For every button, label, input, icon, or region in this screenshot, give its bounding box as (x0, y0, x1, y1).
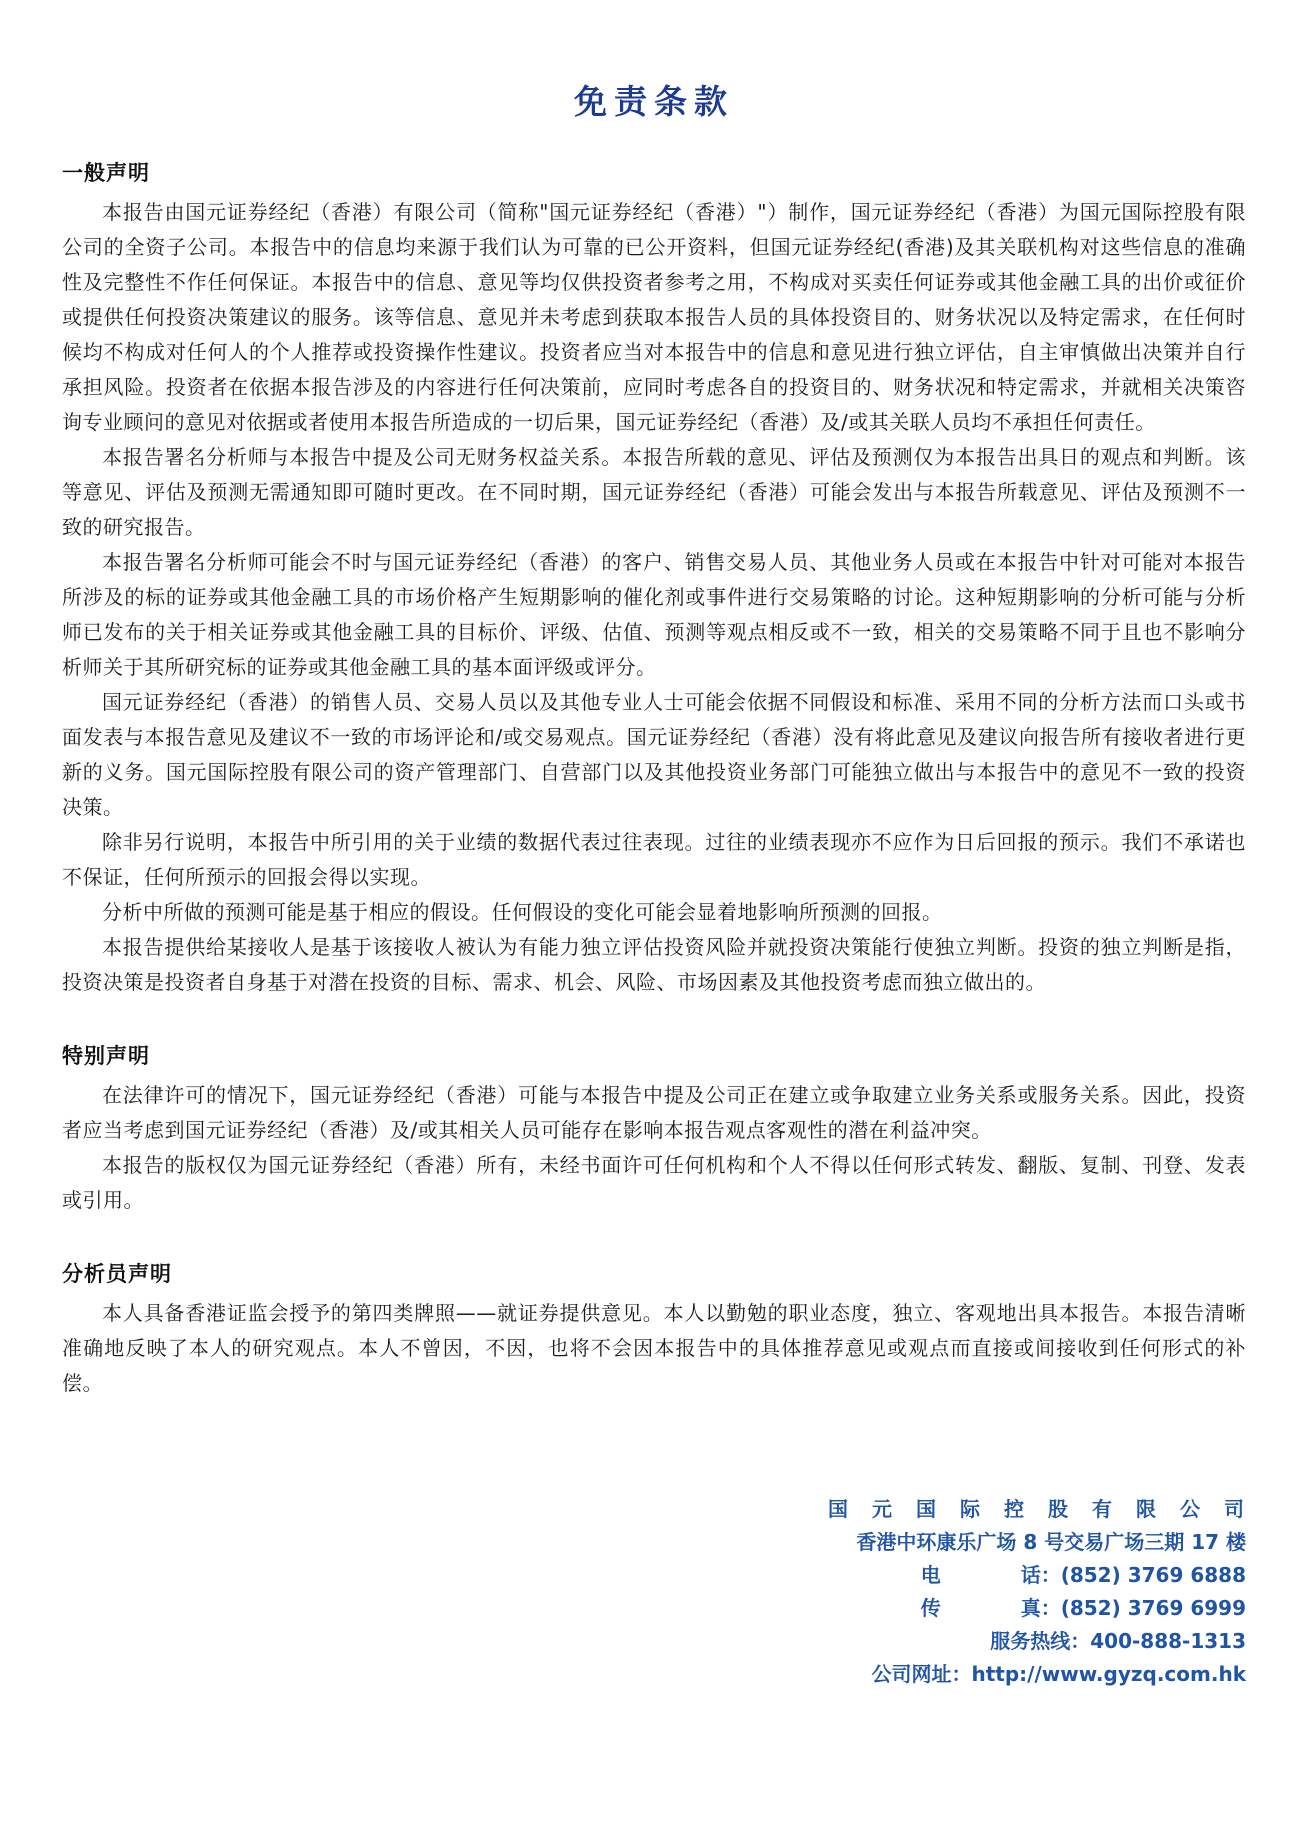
section-special-statement (62, 1040, 1246, 1218)
special-paragraph-1: 在法律许可的情况下，国元证券经纪（香港）可能与本报告中提及公司正在建立或争取建立业务关系或服务关系。因此，投资者应当考虑到国元证券经纪（香港）及/或其相关人员可能存在影响本报告观点客观性的潜在利益冲突。 (62, 1083, 1246, 1142)
page-title: 免责条款 (574, 82, 734, 121)
company-name: 国 元 国 际 控 股 有 限 公 司 (828, 1497, 1246, 1521)
section-general-statement (62, 157, 1246, 1000)
section-analyst-statement (62, 1258, 1246, 1401)
company-fax: 传 真：(852) 3769 6999 (920, 1596, 1246, 1620)
general-statement-heading: 一般声明 (62, 161, 150, 185)
special-statement-heading: 特别声明 (62, 1044, 150, 1068)
general-paragraph-4: 国元证券经纪（香港）的销售人员、交易人员以及其他专业人士可能会依据不同假设和标准、采用不同的分析方法而口头或书面发表与本报告意见及建议不一致的市场评论和/或交易观点。国元证券经纪（香港）没有将此意见及建议向报告所有接收者进行更新的义务。国元国际控股有限公司的资产管理部门、自营部门以及其他投资业务部门可能独立做出与本报告中的意见不一致的投资决策。 (62, 690, 1246, 819)
company-address: 香港中环康乐广场 8 号交易广场三期 17 楼 (856, 1530, 1246, 1554)
general-paragraph-2: 本报告署名分析师与本报告中提及公司无财务权益关系。本报告所载的意见、评估及预测仅为本报告出具日的观点和判断。该等意见、评估及预测无需通知即可随时更改。在不同时期，国元证券经纪（香港）可能会发出与本报告所载意见、评估及预测不一致的研究报告。 (62, 445, 1246, 539)
company-phone: 电 话：(852) 3769 6888 (920, 1563, 1246, 1587)
general-paragraph-6: 分析中所做的预测可能是基于相应的假设。任何假设的变化可能会显着地影响所预测的回报。 (102, 900, 943, 924)
general-paragraph-7: 本报告提供给某接收人是基于该接收人被认为有能力独立评估投资风险并就投资决策能行使独立判断。投资的独立判断是指，投资决策是投资者自身基于对潜在投资的目标、需求、机会、风险、市场因素及其他投资考虑而独立做出的。 (62, 935, 1246, 994)
company-website: 公司网址：http://www.gyzq.com.hk (871, 1662, 1246, 1686)
general-paragraph-5: 除非另行说明，本报告中所引用的关于业绩的数据代表过往表现。过往的业绩表现亦不应作为日后回报的预示。我们不承诺也不保证，任何所预示的回报会得以实现。 (62, 830, 1246, 889)
special-paragraph-2: 本报告的版权仅为国元证券经纪（香港）所有，未经书面许可任何机构和个人不得以任何形式转发、翻版、复制、刊登、发表或引用。 (62, 1153, 1246, 1212)
company-contact-block (62, 1493, 1246, 1691)
service-hotline: 服务热线：400-888-1313 (990, 1629, 1246, 1653)
general-paragraph-1: 本报告由国元证券经纪（香港）有限公司（简称"国元证券经纪（香港）"）制作，国元证券经纪（香港）为国元国际控股有限公司的全资子公司。本报告中的信息均来源于我们认为可靠的已公开资料，但国元证券经纪(香港)及其关联机构对这些信息的准确性及完整性不作任何保证。本报告中的信息、意见等均仅供投资者参考之用，不构成对买卖任何证券或其他金融工具的出价或征价或提供任何投资决策建议的服务。该等信息、意见并未考虑到获取本报告人员的具体投资目的、财务状况以及特定需求，在任何时候均不构成对任何人的个人推荐或投资操作性建议。投资者应当对本报告中的信息和意见进行独立评估，自主审慎做出决策并自行承担风险。投资者在依据本报告涉及的内容进行任何决策前，应同时考虑各自的投资目的、财务状况和特定需求，并就相关决策咨询专业顾问的意见对依据或者使用本报告所造成的一切后果，国元证券经纪（香港）及/或其关联人员均不承担任何责任。 (62, 200, 1246, 434)
analyst-statement-heading: 分析员声明 (62, 1262, 172, 1286)
analyst-paragraph-1: 本人具备香港证监会授予的第四类牌照——就证券提供意见。本人以勤勉的职业态度，独立、客观地出具本报告。本报告清晰准确地反映了本人的研究观点。本人不曾因，不因，也将不会因本报告中的具体推荐意见或观点而直接或间接收到任何形式的补偿。 (62, 1301, 1246, 1395)
general-paragraph-3: 本报告署名分析师可能会不时与国元证券经纪（香港）的客户、销售交易人员、其他业务人员或在本报告中针对可能对本报告所涉及的标的证券或其他金融工具的市场价格产生短期影响的催化剂或事件进行交易策略的讨论。这种短期影响的分析可能与分析师已发布的关于相关证券或其他金融工具的目标价、评级、估值、预测等观点相反或不一致，相关的交易策略不同于且也不影响分析师关于其所研究标的证券或其他金融工具的基本面评级或评分。 (62, 550, 1246, 679)
